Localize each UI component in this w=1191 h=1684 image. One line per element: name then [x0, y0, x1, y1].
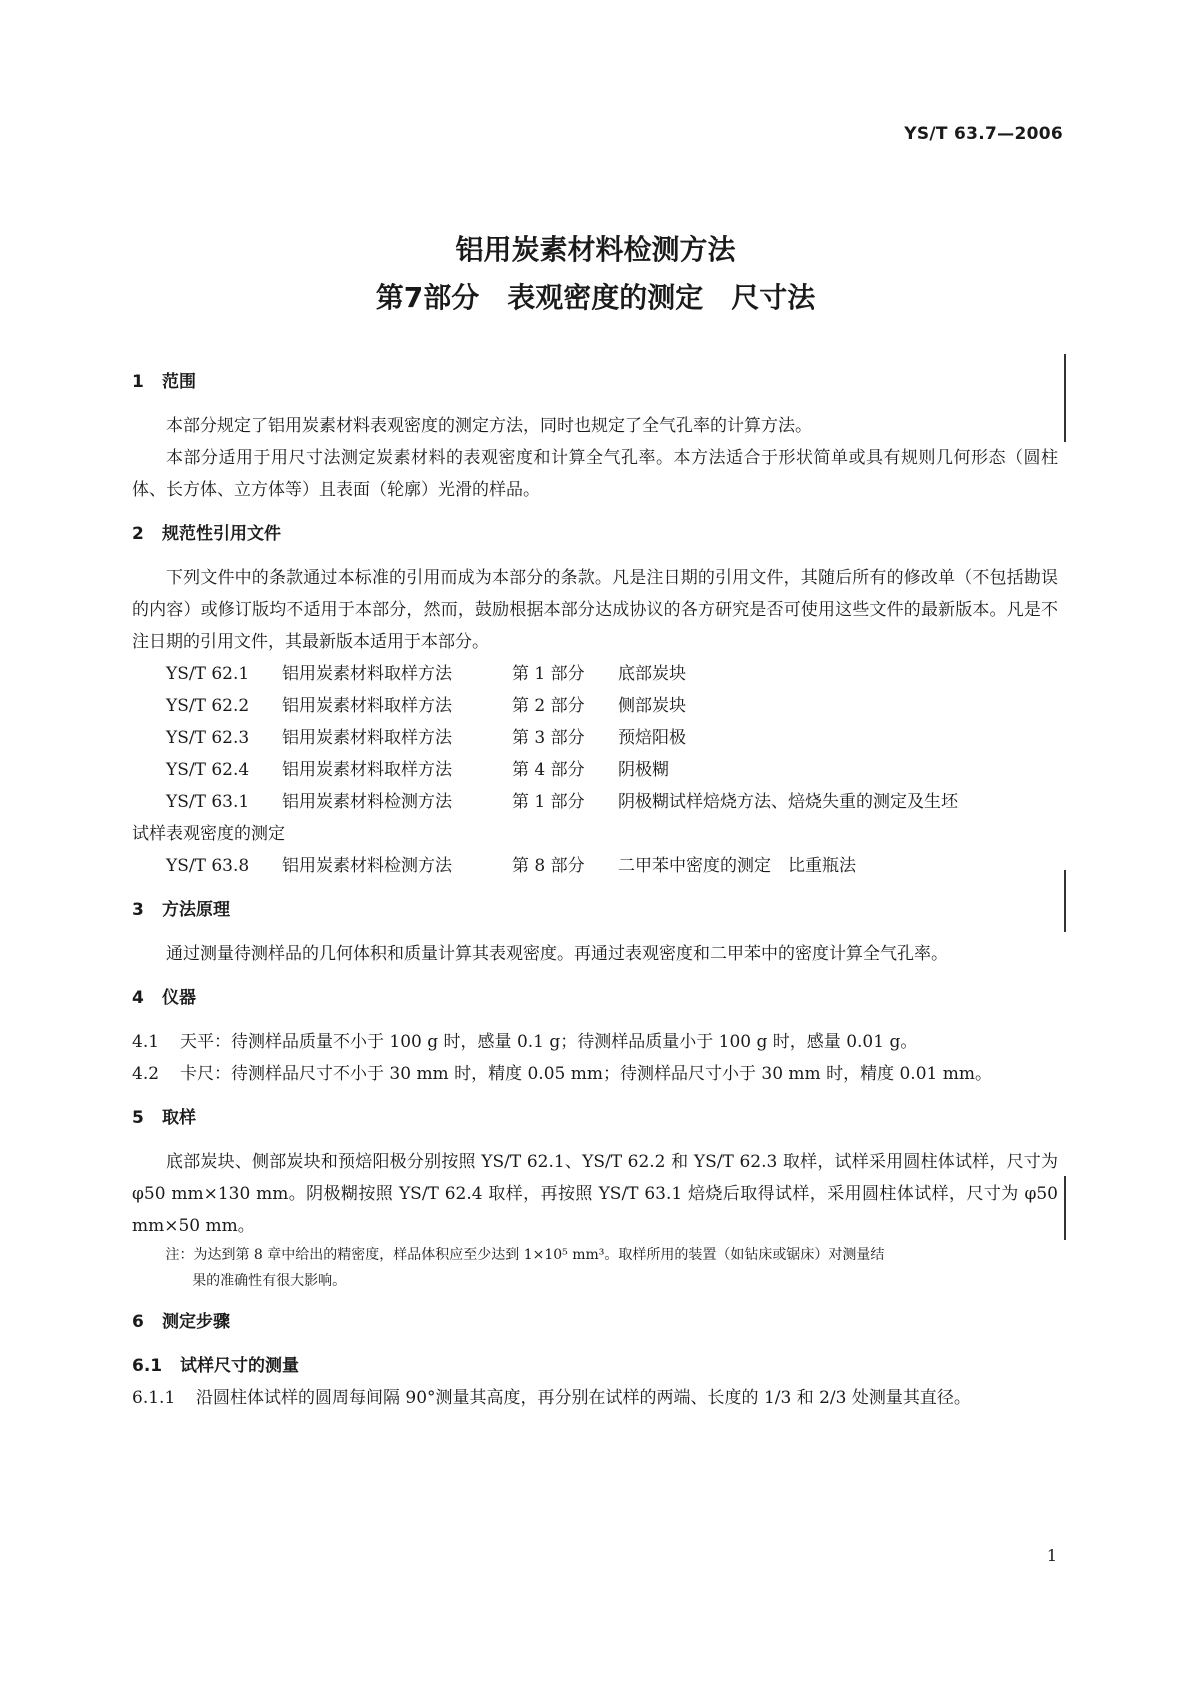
instrument-item-2: 4.2 卡尺：待测样品尺寸不小于 30 mm 时，精度 0.05 mm；待测样品尺寸小于 30 mm 时，精度 0.01 mm。 [132, 1064, 992, 1084]
section-heading-1 [132, 366, 1058, 398]
instrument-item-1: 4.1 天平：待测样品质量不小于 100 g 时，感量 0.1 g；待测样品质量小于 100 g 时，感量 0.01 g。 [132, 1032, 918, 1052]
section-title: 测定步骤 [162, 1312, 230, 1332]
change-bar-scope [1064, 354, 1066, 442]
section-number: 4 [132, 988, 144, 1008]
reference-item-continuation: 试样表观密度的测定 [132, 824, 285, 844]
subsection-heading-6-1: 6.1 试样尺寸的测量 [132, 1356, 299, 1376]
section-number: 2 [132, 524, 144, 544]
section-title: 方法原理 [162, 900, 230, 920]
standard-code: YS/T 63.7—2006 [904, 124, 1063, 144]
reference-item: YS/T 62.2 铝用炭素材料取样方法 第 2 部分 侧部炭块 [166, 696, 686, 716]
change-bar-sampling [1064, 1176, 1066, 1240]
change-bar-principle [1064, 870, 1066, 932]
section-heading-3 [132, 894, 1058, 926]
reference-item: YS/T 62.1 铝用炭素材料取样方法 第 1 部分 底部炭块 [166, 664, 686, 684]
scope-paragraph-1: 本部分规定了铝用炭素材料表观密度的测定方法，同时也规定了全气孔率的计算方法。 [166, 416, 812, 436]
sampling-paragraph: 底部炭块、侧部炭块和预焙阳极分别按照 YS/T 62.1、YS/T 62.2 和 YS/T 62.3 取样，试样采用圆柱体试样，尺寸为 φ50 mm×130 mm。阴极糊按照 YS/T 62.4 取样，再按照 YS/T 63.1 焙烧后取得试样，采用圆柱体试样，尺寸为 φ50 mm×50 mm。 [132, 1152, 1058, 1236]
reference-item: YS/T 63.8 铝用炭素材料检测方法 第 8 部分 二甲苯中密度的测定 比重瓶法 [166, 856, 856, 876]
section-heading-6 [132, 1306, 1058, 1338]
reference-item: YS/T 62.4 铝用炭素材料取样方法 第 4 部分 阴极糊 [166, 760, 669, 780]
document-body [132, 366, 1058, 1414]
document-title-line1: 铝用炭素材料检测方法 [455, 233, 736, 266]
section-number: 3 [132, 900, 144, 920]
section-heading-4 [132, 982, 1058, 1014]
sampling-note: 注：为达到第 8 章中给出的精密度，样品体积应至少达到 1×10⁵ mm³。取样所用的装置（如钻床或锯床）对测量结 [165, 1247, 885, 1263]
section-heading-5 [132, 1102, 1058, 1134]
principle-paragraph: 通过测量待测样品的几何体积和质量计算其表观密度。再通过表观密度和二甲苯中的密度计算全气孔率。 [166, 944, 948, 964]
section-number: 1 [132, 372, 144, 392]
section-title: 取样 [162, 1108, 196, 1128]
sampling-note-continuation: 果的准确性有很大影响。 [192, 1273, 347, 1289]
section-title: 规范性引用文件 [162, 524, 281, 544]
scope-paragraph-2: 本部分适用于用尺寸法测定炭素材料的表观密度和计算全气孔率。本方法适合于形状简单或具有规则几何形态（圆柱体、长方体、立方体等）且表面（轮廓）光滑的样品。 [132, 448, 1058, 500]
page-number: 1 [1046, 1546, 1057, 1565]
section-heading-2 [132, 518, 1058, 550]
section-title: 仪器 [162, 988, 196, 1008]
reference-item: YS/T 62.3 铝用炭素材料取样方法 第 3 部分 预焙阳极 [166, 728, 686, 748]
document-title-line2: 第7部分 表观密度的测定 尺寸法 [375, 281, 816, 314]
clause-6-1-1: 6.1.1 沿圆柱体试样的圆周每间隔 90°测量其高度，再分别在试样的两端、长度的 1/3 和 2/3 处测量其直径。 [132, 1388, 971, 1408]
section-title: 范围 [162, 372, 196, 392]
reference-item: YS/T 63.1 铝用炭素材料检测方法 第 1 部分 阴极糊试样焙烧方法、焙烧失重的测定及生坯 [166, 792, 958, 812]
section-number: 5 [132, 1108, 144, 1128]
section-number: 6 [132, 1312, 144, 1332]
references-intro: 下列文件中的条款通过本标准的引用而成为本部分的条款。凡是注日期的引用文件，其随后所有的修改单（不包括勘误的内容）或修订版均不适用于本部分，然而，鼓励根据本部分达成协议的各方研究是否可使用这些文件的最新版本。凡是不注日期的引用文件，其最新版本适用于本部分。 [132, 568, 1058, 652]
